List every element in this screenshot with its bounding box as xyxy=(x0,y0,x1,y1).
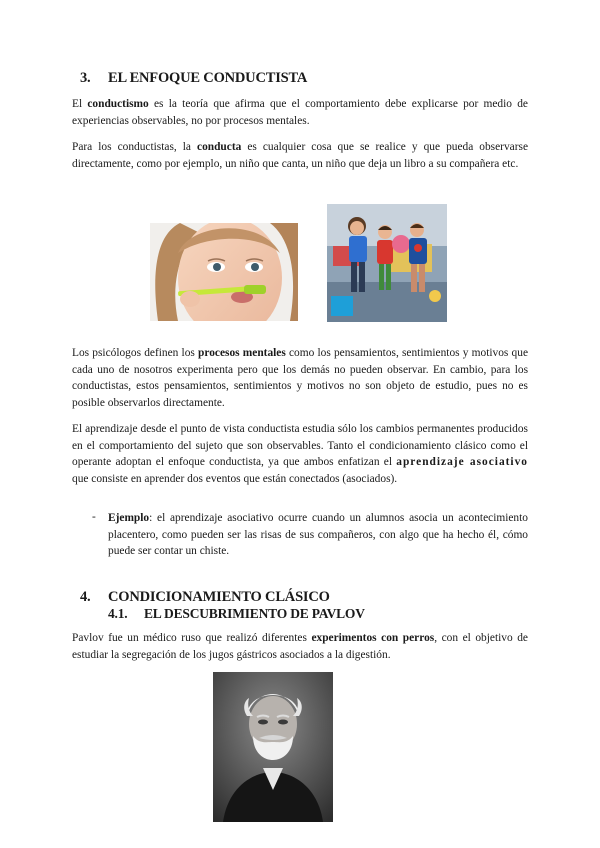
section-4-1-title: EL DESCUBRIMIENTO DE PAVLOV xyxy=(144,606,365,621)
term-ejemplo: Ejemplo xyxy=(108,512,150,524)
section-4-title: CONDICIONAMIENTO CLÁSICO xyxy=(108,589,330,605)
paragraph-pavlov: Pavlov fue un médico ruso que realizó diferentes experimentos con perros, con el objetivo de estudiar la segregación de los jugos gástricos asociados a la digestión. xyxy=(72,632,528,661)
children-playing-photo xyxy=(327,204,447,322)
section-4-number: 4. xyxy=(80,589,91,605)
section-4-heading xyxy=(80,589,330,606)
section-3-title: EL ENFOQUE CONDUCTISTA xyxy=(108,70,308,86)
pavlov-portrait-photo xyxy=(213,672,333,822)
term-procesos-mentales: procesos mentales xyxy=(198,347,286,359)
term-conductismo: conductismo xyxy=(87,98,149,110)
term-aprendizaje-asociativo: aprendizaje asociativo xyxy=(396,456,528,469)
bullet-mark: - xyxy=(92,511,96,523)
section-3-number: 3. xyxy=(80,70,91,86)
term-experimentos-con-perros: experimentos con perros xyxy=(311,632,435,644)
child-brushing-teeth-photo xyxy=(150,223,298,321)
term-conducta: conducta xyxy=(197,141,242,153)
section-4-1-heading xyxy=(108,606,365,622)
section-3-heading xyxy=(80,70,307,87)
bullet-ejemplo: Ejemplo: el aprendizaje asociativo ocurre cuando un alumnos asocia un acontecimiento placentero, como pueden ser las risas de sus compañeros, con algo que ha hecho él, cómo puede ser contar un chiste. xyxy=(108,512,528,558)
paragraph-conducta: Para los conductistas, la conducta es cualquier cosa que se realice y que pueda observarse directamente, como por ejemplo, un niño que canta, un niño que deja un libro a su compañera etc. xyxy=(72,141,528,170)
paragraph-procesos-mentales: Los psicólogos definen los procesos mentales como los pensamientos, sentimientos y motivos que cada uno de nosotros experimenta pero que los demás no pueden observar. En cambio, para los conductistas, estos pensamientos, sentimientos y motivos no son objeto de estudio, pues no es posible observarlos directamente. xyxy=(72,347,529,409)
paragraph-conductismo: El conductismo es la teoría que afirma que el comportamiento debe explicarse por medio de experiencias observables, no por procesos mentales. xyxy=(72,98,528,127)
paragraph-aprendizaje: El aprendizaje desde el punto de vista conductista estudia sólo los cambios permanentes producidos en el comportamiento del sujeto que son observables. Tanto el condicionamiento clásico como el operante adoptan el enfoque conductista, ya que ambos enfatizan el aprendizaje asociativo que consiste en aprender dos eventos que están conectados (asociados). xyxy=(72,423,528,485)
section-4-1-number: 4.1. xyxy=(108,606,128,621)
